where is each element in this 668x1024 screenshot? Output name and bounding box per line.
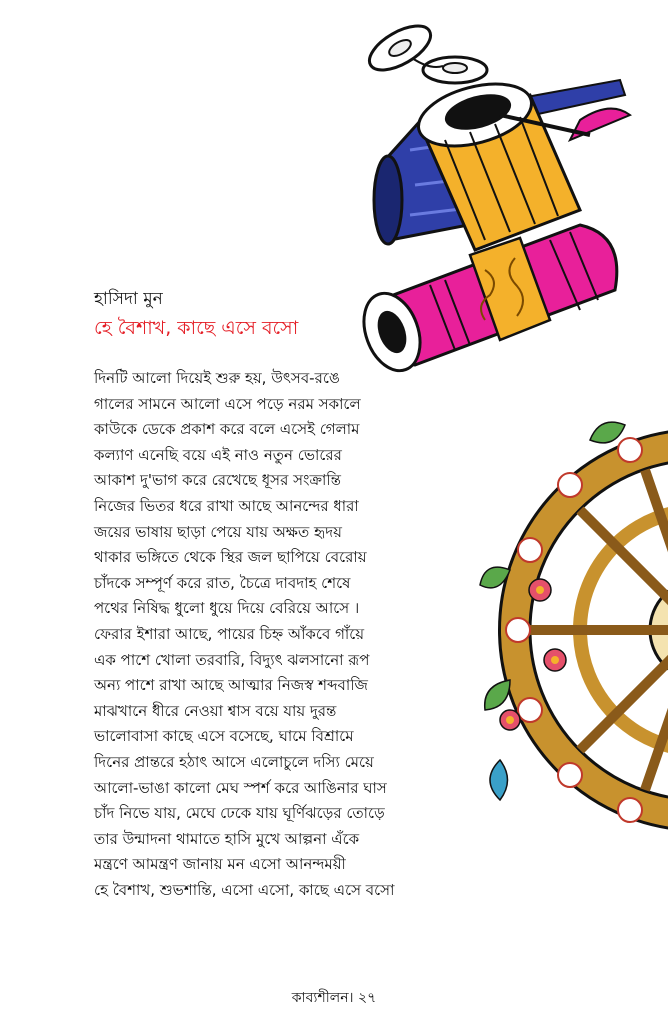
- poem-body: [94, 366, 494, 903]
- poem-line: ফেরার ইশারা আছে, পায়ের চিহ্ন আঁকবে গাঁয়ে: [94, 624, 365, 643]
- poem-line: থাকার ভঙ্গিতে থেকে স্থির জল ছাপিয়ে বেরোয়: [94, 548, 367, 567]
- festival-instruments-illustration: [280, 0, 668, 390]
- poem-line: আলো-ভাঙা কালো মেঘ স্পর্শ করে আঙিনার ঘাস: [94, 778, 387, 797]
- poem-line: চাঁদ নিভে যায়, মেঘে ঢেকে যায় ঘূর্ণিঝড়ের তোড়ে: [94, 804, 385, 823]
- poem-line: ভালোবাসা কাছে এসে বসেছে, ঘামে বিশ্রামে: [94, 727, 354, 746]
- cymbals-icon: [363, 17, 487, 83]
- poem-line: মাঝখানে ধীরে নেওয়া শ্বাস বয়ে যায় দুরন্ত: [94, 701, 337, 720]
- poem-title: হে বৈশাখ, কাছে এসে বসো: [94, 317, 299, 339]
- poem-line: গালের সামনে আলো এসে পড়ে নরম সকালে: [94, 394, 361, 413]
- poem-line: মন্ত্রণে আমন্ত্রণ জানায় মন এসো আনন্দময়ী: [94, 855, 346, 874]
- poem-line: কাউকে ডেকে প্রকাশ করে বলে এসেই গেলাম: [94, 420, 360, 439]
- poem-line: এক পাশে খোলা তরবারি, বিদ্যুৎ ঝলসানো রূপ: [94, 650, 370, 669]
- poem-line: আকাশ দু'ভাগ করে রেখেছে ধূসর সংক্রান্তি: [94, 471, 341, 490]
- poem-line: তার উন্মাদনা থামাতে হাসি মুখে আল্পনা এঁকে: [94, 829, 360, 848]
- poem-line: পথের নিষিদ্ধ ধুলো ধুয়ে দিয়ে বেরিয়ে আসে ।: [94, 599, 360, 618]
- wheel-icon: [500, 430, 668, 830]
- chariot-wheel-illustration: [470, 380, 668, 850]
- poem-line: দিনের প্রান্তরে হঠাৎ আসে এলোচুলে দস্যি মেয়ে: [94, 752, 374, 771]
- poem-line: জয়ের ভাষায় ছাড়া পেয়ে যায় অক্ষত হৃদয়: [94, 522, 342, 541]
- poem-line: চাঁদকে সম্পূর্ণ করে রাত, চৈত্রে দাবদাহ শেষে: [94, 573, 351, 592]
- poem-line: হে বৈশাখ, শুভশান্তি, এসো এসো, কাছে এসে বসো: [94, 880, 395, 899]
- poem-line: নিজের ভিতর ধরে রাখা আছে আনন্দের ধারা: [94, 496, 359, 515]
- poem-line: অন্য পাশে রাখা আছে আত্মার নিজস্ব শব্দবাজি: [94, 676, 368, 695]
- page-footer: কাব্যশীলন। ২৭: [291, 990, 377, 1006]
- poem-author: হাসিদা মুন: [94, 289, 163, 309]
- dhol-drum-icon: [354, 225, 617, 378]
- poem-line: দিনটি আলো দিয়েই শুরু হয়, উৎসব-রঙে: [94, 369, 340, 387]
- poem-line: কল্যাণ এনেছি বয়ে এই নাও নতুন ভোরের: [94, 445, 342, 464]
